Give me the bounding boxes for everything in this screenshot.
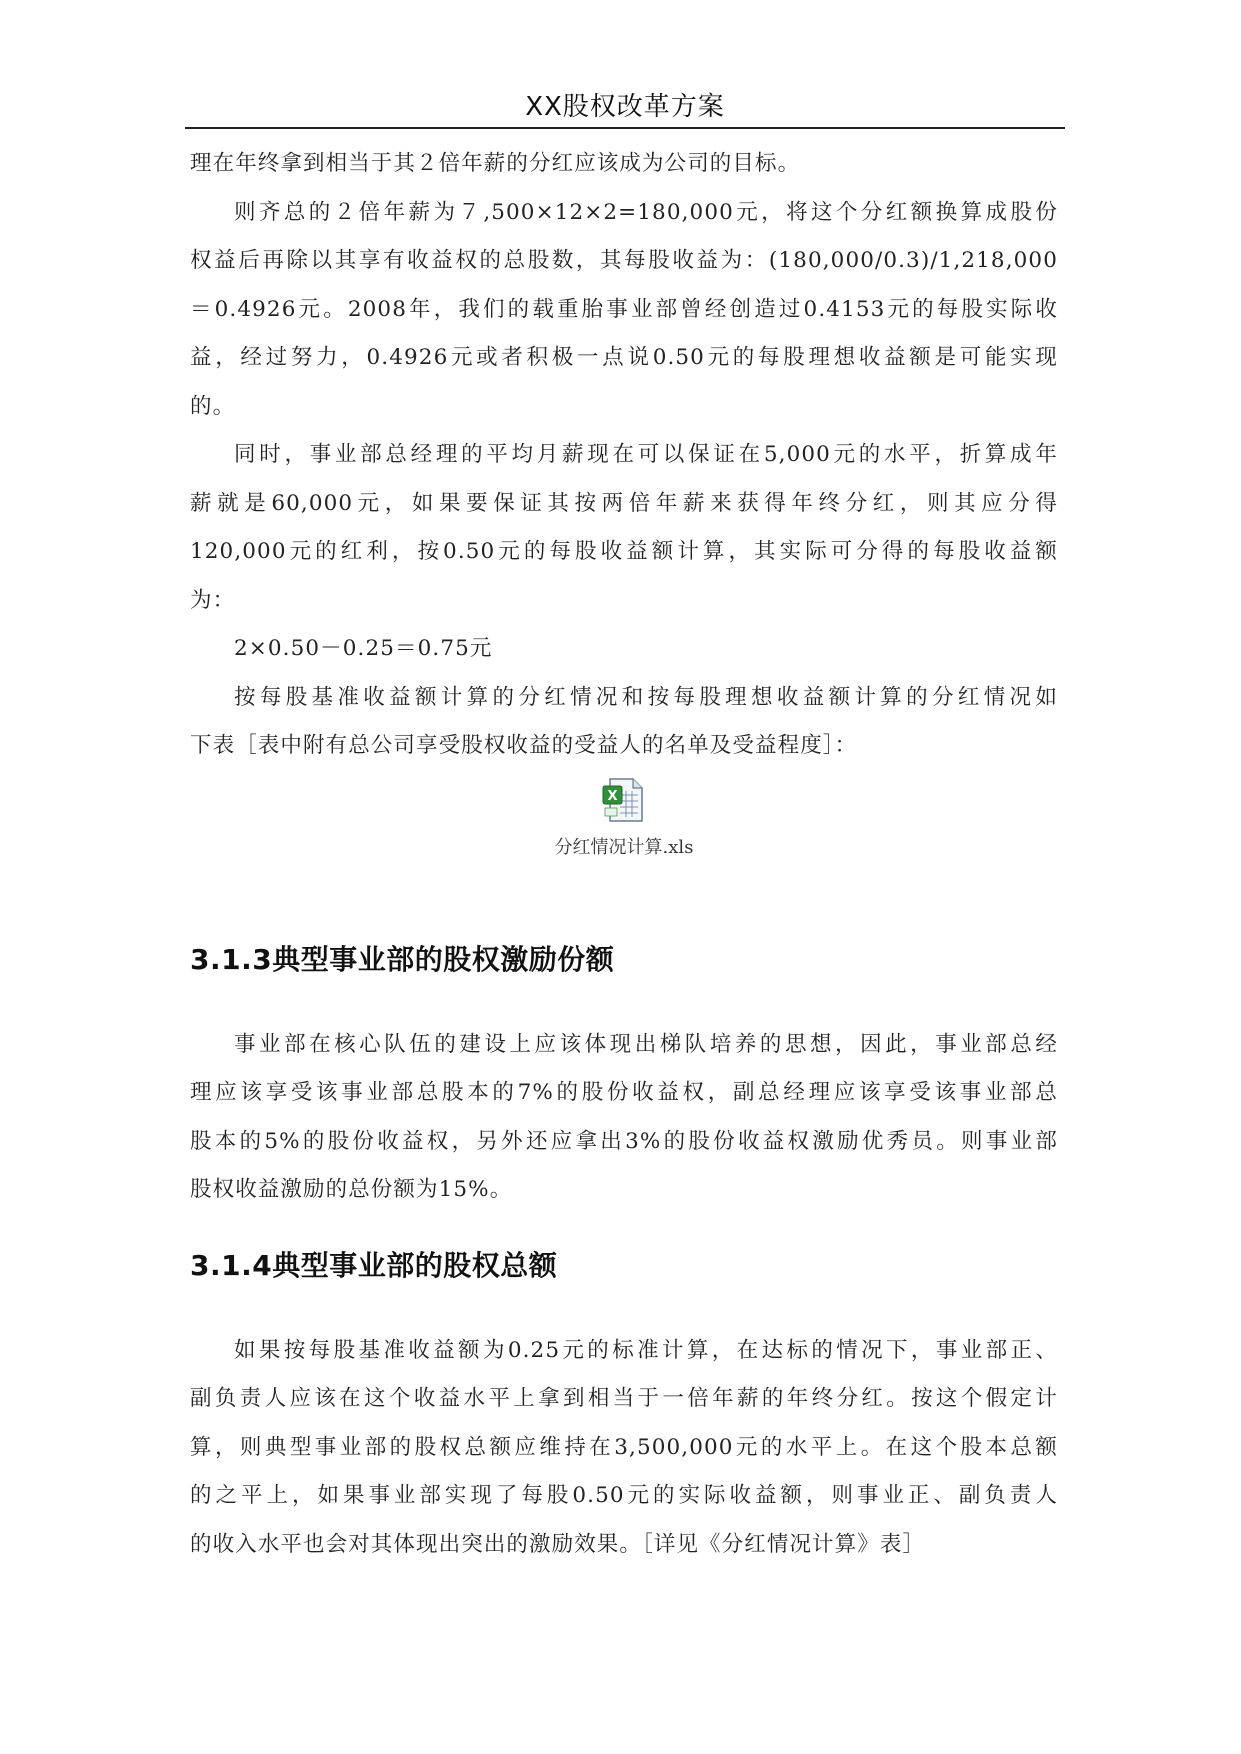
paragraph-line: 按每股基准收益额计算的分红情况和按每股理想收益额计算的分红情况如 <box>234 684 1058 710</box>
paragraph-line: 下表［表中附有总公司享受股权收益的受益人的名单及受益程度］： <box>190 733 858 758</box>
paragraph-line: 股权收益激励的总份额为15%。 <box>190 1177 513 1202</box>
paragraph-line: 事业部在核心队伍的建设上应该体现出梯队培养的思想，因此，事业部总经 <box>234 1031 1058 1057</box>
paragraph-line: 权益后再除以其享有收益权的总股数，其每股收益为：(180,000/0.3)/1,218,000 <box>190 248 1058 273</box>
paragraph-line: 为： <box>190 587 236 613</box>
paragraph-line: 的收入水平也会对其体现出突出的激励效果。［详见《分红情况计算》表］ <box>190 1531 926 1557</box>
paragraph-line: ＝0.4926元。2008年，我们的载重胎事业部曾经创造过0.4153元的每股实际收 <box>190 296 1058 322</box>
section-heading-3-1-4: 3.1.4典型事业部的股权总额 <box>190 1248 558 1282</box>
paragraph-line: 则齐总的２倍年薪为７,500×12×2=180,000元，将这个分红额换算成股份 <box>234 199 1058 225</box>
embedded-attachment[interactable] <box>190 771 1058 911</box>
attachment-filename[interactable]: 分红情况计算.xls <box>554 836 694 858</box>
paragraph-line: 算，则典型事业部的股权总额应维持在3,500,000元的水平上。在这个股本总额 <box>190 1434 1058 1460</box>
document-body <box>190 140 1058 1569</box>
paragraph-line: 的。 <box>190 393 236 419</box>
section-heading-3-1-3: 3.1.3典型事业部的股权激励份额 <box>190 942 615 976</box>
paragraph-line: 益，经过努力，0.4926元或者积极一点说0.50元的每股理想收益额是可能实现 <box>190 345 1058 370</box>
excel-file-icon[interactable] <box>600 777 648 823</box>
paragraph-line: 理应该享受该事业部总股本的7%的股份收益权，副总经理应该享受该事业部总 <box>190 1080 1058 1105</box>
svg-text:X: X <box>607 788 618 804</box>
paragraph-line: 同时，事业部总经理的平均月薪现在可以保证在5,000元的水平，折算成年 <box>234 442 1058 467</box>
paragraph-line: 理在年终拿到相当于其２倍年薪的分红应该成为公司的目标。 <box>190 151 801 176</box>
paragraph-line: 120,000元的红利，按0.50元的每股收益额计算，其实际可分得的每股收益额 <box>190 539 1058 564</box>
header-rule <box>185 127 1065 129</box>
formula-line: 2×0.50－0.25＝0.75元 <box>234 636 493 661</box>
paragraph-line: 股本的5%的股份收益权，另外还应拿出3%的股份收益权激励优秀员。则事业部 <box>190 1128 1058 1154</box>
paragraph-line: 薪就是60,000元，如果要保证其按两倍年薪来获得年终分红，则其应分得 <box>190 490 1058 516</box>
paragraph-line: 副负责人应该在这个收益水平上拿到相当于一倍年薪的年终分红。按这个假定计 <box>190 1386 1058 1411</box>
page-header-title: XX股权改革方案 <box>525 92 725 122</box>
paragraph-line: 如果按每股基准收益额为0.25元的标准计算，在达标的情况下，事业部正、 <box>234 1337 1058 1363</box>
paragraph-line: 的之平上，如果事业部实现了每股0.50元的实际收益额，则事业正、副负责人 <box>190 1483 1058 1508</box>
